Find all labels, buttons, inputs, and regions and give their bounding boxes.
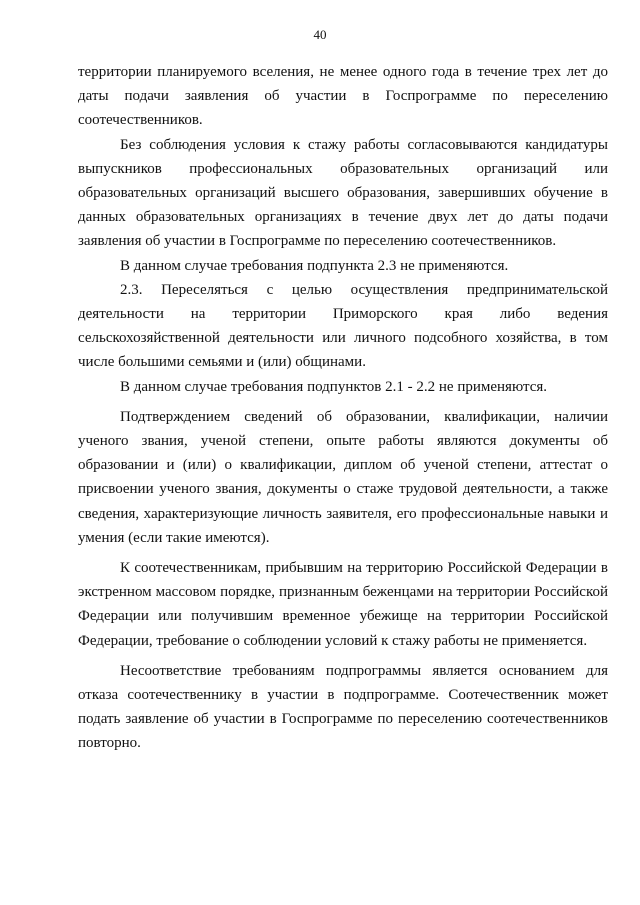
paragraph-item-2-3: 2.3. Переселяться с целью осуществления предпринимательской деятельности на территории Приморского края либо ведения сельскохозяйственной деятельности или личного подсобного хозяйства, в том числе большими семьями и (или) общинами.	[78, 281, 608, 371]
paragraph-note-2-1-2-2: В данном случае требования подпунктов 2.1 - 2.2 не применяются.	[120, 378, 548, 395]
paragraph-graduates-exception: Без соблюдения условия к стажу работы согласовываются кандидатуры выпускников профессиональных образовательных организаций или образовательных организаций высшего образования, завершивших обучение в данных образовательных организациях в течение двух лет до даты подачи заявления об участии в Госпрограмме по переселению соотечественников.	[78, 136, 608, 250]
paragraph-non-compliance: Несоответствие требованиям подпрограммы является основанием для отказа соотечественнику в участии в подпрограмме. Соотечественник может подать заявление об участии в Госпрограмме по переселению соотечественников повторно.	[78, 662, 608, 752]
paragraph-note-2-3: В данном случае требования подпункта 2.3 не применяются.	[120, 257, 509, 274]
document-body	[78, 60, 608, 756]
paragraph-continuation: территории планируемого вселения, не менее одного года в течение трех лет до даты подачи заявления об участии в Госпрограмме по переселению соотечественников.	[78, 64, 608, 129]
paragraph-refugees: К соотечественникам, прибывшим на территорию Российской Федерации в экстренном массовом порядке, признанным беженцами на территории Российской Федерации или получившим временное убежище на территории Российской Федерации, требование о соблюдении условий к стажу работы не применяется.	[78, 560, 608, 649]
paragraph-confirmation-documents: Подтверждением сведений об образовании, квалификации, наличии ученого звания, ученой степени, опыте работы являются документы об образовании и (или) о квалификации, диплом об ученой степени, аттестат о присвоении ученого звания, документы о стаже трудовой деятельности, а также сведения, характеризующие личность заявителя, его профессиональные навыки и умения (если такие имеются).	[78, 408, 608, 546]
page-number: 40	[313, 27, 327, 42]
